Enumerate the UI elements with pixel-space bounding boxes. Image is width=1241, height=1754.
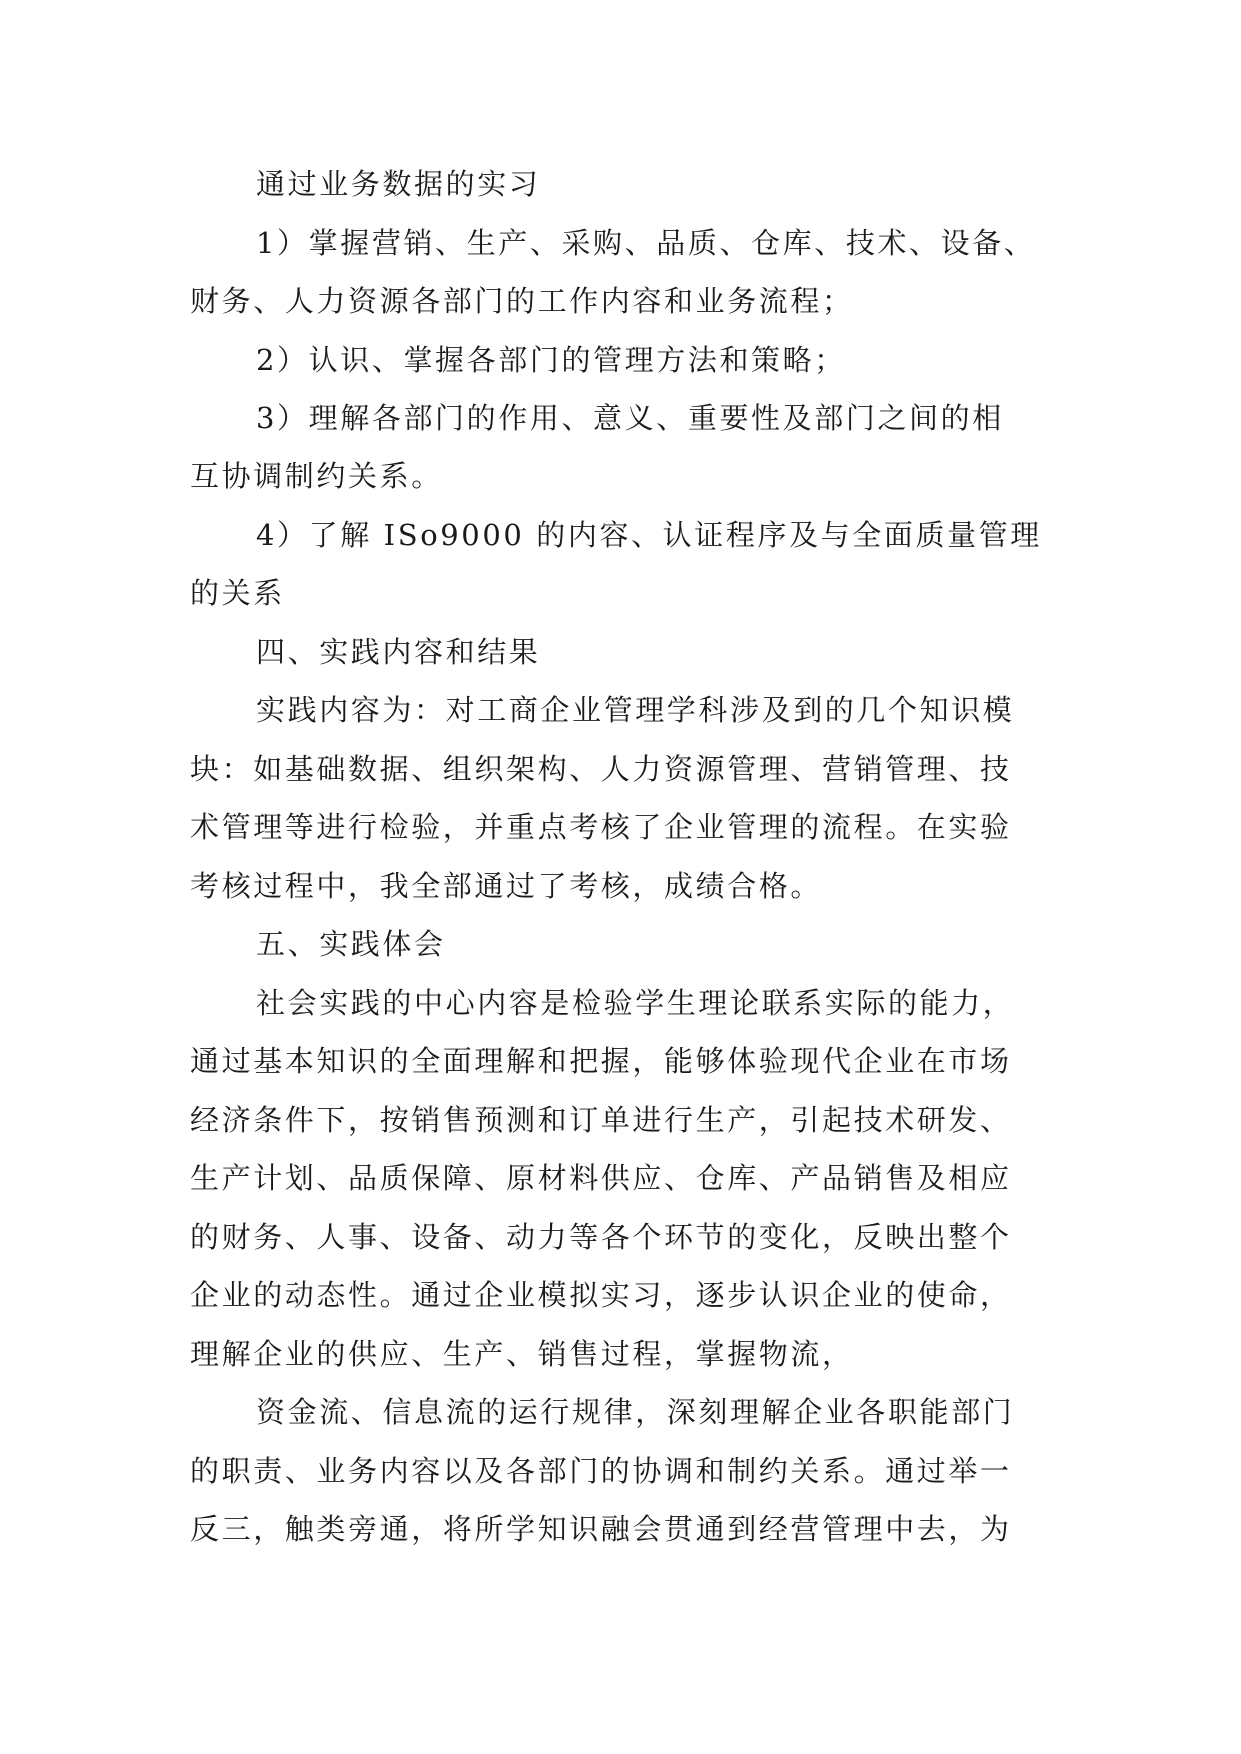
text-line: 术管理等进行检验，并重点考核了企业管理的流程。在实验 (190, 810, 1012, 844)
text-line: 通过基本知识的全面理解和把握，能够体验现代企业在市场 (190, 1044, 1012, 1078)
text-line: 经济条件下，按销售预测和订单进行生产，引起技术研发、 (190, 1103, 1012, 1137)
text-line: 4）了解 ISo9000 的内容、认证程序及与全面质量管理 (256, 518, 1042, 552)
text-line: 实践内容为：对工商企业管理学科涉及到的几个知识模 (256, 693, 1015, 727)
text-line: 互协调制约关系。 (190, 459, 443, 493)
text-line: 反三，触类旁通，将所学知识融会贯通到经营管理中去，为 (190, 1512, 1012, 1546)
text-line: 考核过程中，我全部通过了考核，成绩合格。 (190, 869, 823, 903)
text-line: 理解企业的供应、生产、销售过程，掌握物流， (190, 1337, 854, 1371)
text-line: 资金流、信息流的运行规律，深刻理解企业各职能部门 (256, 1395, 1015, 1429)
text-line: 的财务、人事、设备、动力等各个环节的变化，反映出整个 (190, 1220, 1012, 1254)
text-line: 社会实践的中心内容是检验学生理论联系实际的能力， (256, 986, 1015, 1020)
text-line: 的职责、业务内容以及各部门的协调和制约关系。通过举一 (190, 1454, 1012, 1488)
text-line: 的关系 (190, 576, 285, 610)
text-line: 财务、人力资源各部门的工作内容和业务流程； (190, 284, 854, 318)
text-line: 生产计划、品质保障、原材料供应、仓库、产品销售及相应 (190, 1161, 1012, 1195)
text-line: 2）认识、掌握各部门的管理方法和策略； (256, 343, 846, 377)
text-line: 通过业务数据的实习 (256, 167, 541, 201)
text-line: 块：如基础数据、组织架构、人力资源管理、营销管理、技 (190, 752, 1012, 786)
section-heading: 四、实践内容和结果 (256, 635, 541, 669)
section-heading: 五、实践体会 (256, 927, 446, 961)
text-line: 3）理解各部门的作用、意义、重要性及部门之间的相 (256, 401, 1004, 435)
text-line: 企业的动态性。通过企业模拟实习，逐步认识企业的使命， (190, 1278, 1012, 1312)
text-line: 1）掌握营销、生产、采购、品质、仓库、技术、设备、 (256, 226, 1036, 260)
